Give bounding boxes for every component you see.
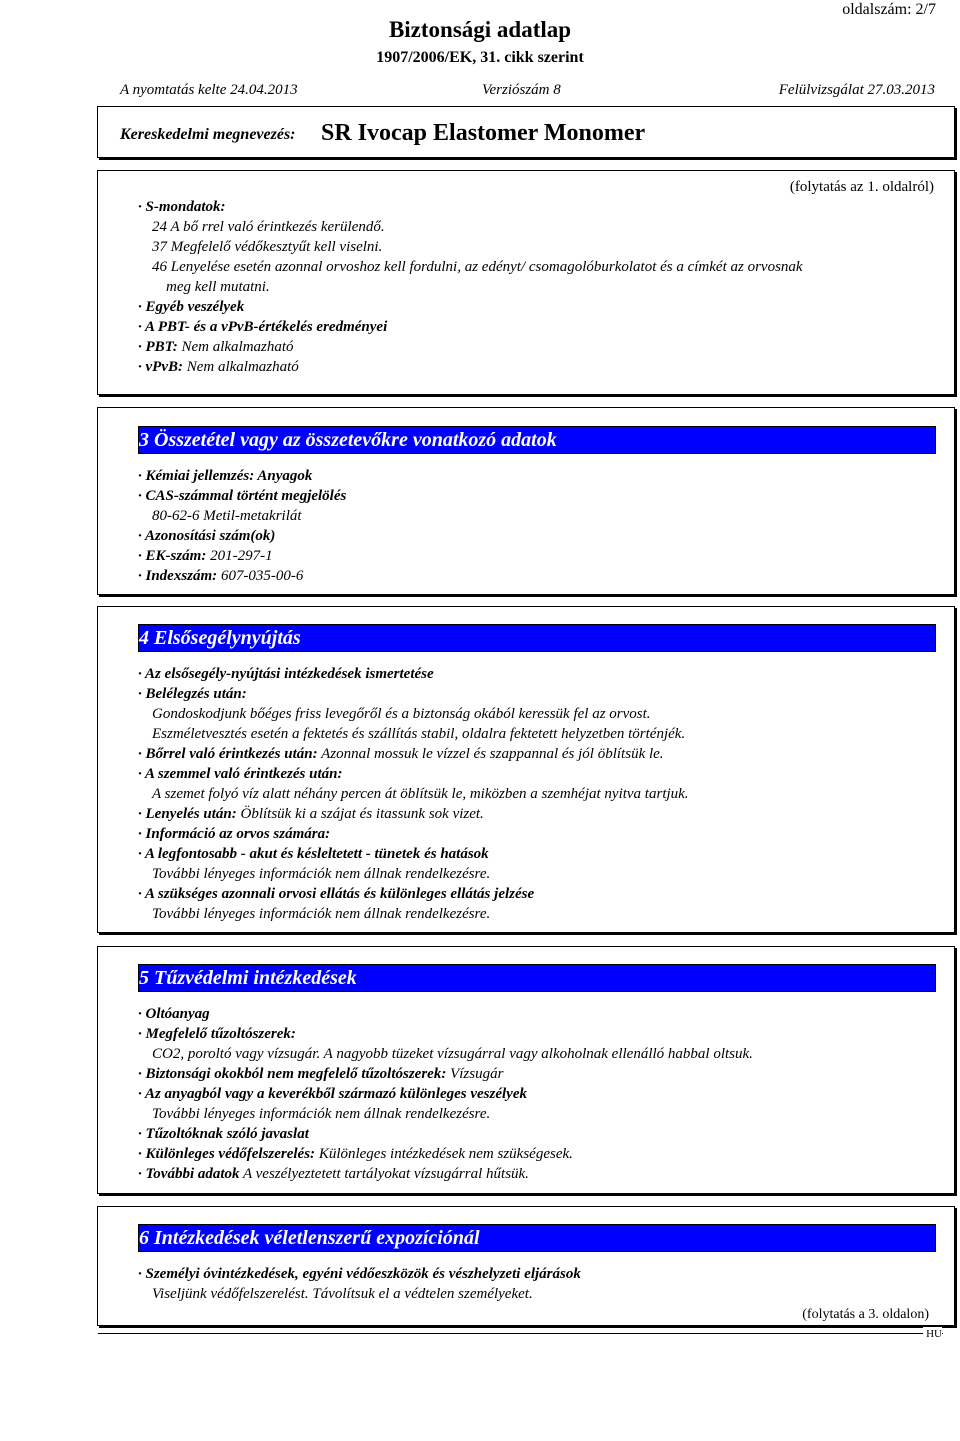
- pbt-row: [138, 337, 934, 357]
- trade-name-box: [97, 106, 955, 158]
- trade-name-label: Kereskedelmi megnevezés:: [120, 126, 296, 143]
- ingestion-label: · Lenyelés után:: [138, 806, 237, 822]
- section-5-title-text: 5 Tűzvédelmi intézkedések: [139, 967, 357, 989]
- pbt-value: Nem alkalmazható: [177, 339, 294, 355]
- section-3: [97, 407, 955, 595]
- treatment-label: · A szükséges azonnali orvosi ellátás és különleges ellátás jelzése: [138, 886, 535, 902]
- suitable-media-label: · Megfelelő tűzoltószerek:: [138, 1026, 296, 1042]
- further-info-value: A veszélyeztetett tartályokat vízsugárral hűtsük.: [239, 1166, 529, 1182]
- footer-divider: [98, 1333, 943, 1334]
- s-phrase-24: 24 A bő rrel való érintkezés kerülendő.: [152, 219, 385, 235]
- extinguishing-media-label: · Oltóanyag: [138, 1006, 210, 1022]
- section-6-title-text: 6 Intézkedések véletlenszerű expozíciónál: [139, 1227, 480, 1249]
- skin-contact-value: Azonnal mossuk le vízzel és szappannal és jól öblítsük le.: [317, 746, 664, 762]
- symptoms-label: · A legfontosabb - akut és késleltetett - tünetek és hatások: [138, 846, 489, 862]
- symptoms-value: További lényeges információk nem állnak rendelkezésre.: [152, 866, 491, 882]
- eye-contact-value: A szemet folyó víz alatt néhány percen át öblítsük le, miközben a szemhéjat nyitva tartjuk.: [152, 786, 689, 802]
- section-3-title-text: 3 Összetétel vagy az összetevőkre vonatkozó adatok: [139, 429, 557, 451]
- skin-contact-label: · Bőrrel való érintkezés után:: [138, 746, 318, 762]
- identification-numbers-label: · Azonosítási szám(ok): [138, 528, 276, 544]
- vpvb-row: [138, 357, 934, 377]
- section-2-continued: [97, 170, 955, 395]
- further-info-label: · További adatok: [138, 1166, 240, 1182]
- language-code: HU: [923, 1327, 942, 1341]
- section-6: [97, 1206, 955, 1326]
- ek-value: 201-297-1: [206, 548, 273, 564]
- unsuitable-media-value: Vízsugár: [446, 1066, 504, 1082]
- skin-contact-row: [138, 744, 934, 764]
- inhalation-text-1: Gondoskodjunk bőéges friss levegőről és a biztonság okából keressük fel az orvost.: [152, 706, 651, 722]
- s-phrase-46-cont: meg kell mutatni.: [166, 279, 270, 295]
- version-number: Verziószám 8: [482, 82, 561, 98]
- eye-contact-label: · A szemmel való érintkezés után:: [138, 766, 343, 782]
- unsuitable-media-label: · Biztonsági okokból nem megfelelő tűzoltószerek:: [138, 1066, 447, 1082]
- section-3-title: [138, 426, 936, 454]
- section-5-title: [138, 964, 936, 992]
- unsuitable-media-row: [138, 1064, 934, 1084]
- first-aid-description: · Az elsősegély-nyújtási intézkedések ismertetése: [138, 666, 434, 682]
- inhalation-label: · Belélegzés után:: [138, 686, 247, 702]
- cas-label: · CAS-számmal történt megjelölés: [138, 488, 347, 504]
- suitable-media-value: CO2, poroltó vagy vízsugár. A nagyobb tüzeket vízsugárral vagy alkoholnak ellenálló habbal oltsuk.: [152, 1046, 753, 1062]
- section-5: [97, 946, 955, 1194]
- protective-equipment-label: · Különleges védőfelszerelés:: [138, 1146, 316, 1162]
- index-label: · Indexszám:: [138, 568, 218, 584]
- ek-row: [138, 546, 934, 566]
- pbt-label: · PBT:: [138, 339, 178, 355]
- ek-label: · EK-szám:: [138, 548, 207, 564]
- section-4: [97, 606, 955, 933]
- vpvb-label: · vPvB:: [138, 359, 183, 375]
- firefighter-advice-label: · Tűzoltóknak szóló javaslat: [138, 1126, 309, 1142]
- section-4-title: [138, 624, 936, 652]
- regulation-reference: 1907/2006/EK, 31. cikk szerint: [376, 49, 584, 66]
- treatment-value: További lényeges információk nem állnak rendelkezésre.: [152, 906, 491, 922]
- chemical-characterization: · Kémiai jellemzés: Anyagok: [138, 468, 313, 484]
- document-title: Biztonsági adatlap: [388, 17, 572, 42]
- continued-from-note: (folytatás az 1. oldalról): [789, 179, 934, 195]
- s-phrase-37: 37 Megfelelő védőkesztyűt kell viselni.: [152, 239, 383, 255]
- further-info-row: [138, 1164, 934, 1184]
- special-hazards-value: További lényeges információk nem állnak rendelkezésre.: [152, 1106, 491, 1122]
- personal-precautions-value: Viseljünk védőfelszerelést. Távolítsuk el a védtelen személyeket.: [152, 1286, 533, 1302]
- section-4-title-text: 4 Elsősegélynyújtás: [139, 627, 301, 649]
- revision-date: Felülvizsgálat 27.03.2013: [778, 82, 935, 98]
- print-date: A nyomtatás kelte 24.04.2013: [120, 82, 298, 98]
- other-hazards-label: · Egyéb veszélyek: [138, 299, 245, 315]
- continued-to-note: (folytatás a 3. oldalon): [802, 1307, 929, 1322]
- index-row: [138, 566, 934, 586]
- ingestion-row: [138, 804, 934, 824]
- pbt-results-label: · A PBT- és a vPvB-értékelés eredményei: [138, 319, 388, 335]
- protective-equipment-value: Különleges intézkedések nem szükségesek.: [315, 1146, 573, 1162]
- s-phrases-label: · S-mondatok:: [138, 199, 226, 215]
- index-value: 607-035-00-6: [217, 568, 304, 584]
- doctor-info-label: · Információ az orvos számára:: [138, 826, 331, 842]
- personal-precautions-label: · Személyi óvintézkedések, egyéni védőeszközök és vészhelyzeti eljárások: [138, 1266, 581, 1282]
- ingestion-value: Öblítsük ki a szájat és itassunk sok vizet.: [236, 806, 484, 822]
- vpvb-value: Nem alkalmazható: [182, 359, 299, 375]
- protective-equipment-row: [138, 1144, 934, 1164]
- trade-name-value: SR Ivocap Elastomer Monomer: [321, 120, 646, 146]
- special-hazards-label: · Az anyagból vagy a keverékből származó különleges veszélyek: [138, 1086, 527, 1102]
- s-phrase-46: 46 Lenyelése esetén azonnal orvoshoz kell fordulni, az edényt/ csomagolóburkolatot és a címkét az orvosnak: [152, 259, 803, 275]
- page-number: oldalszám: 2/7: [842, 1, 936, 18]
- section-6-title: [138, 1224, 936, 1252]
- inhalation-text-2: Eszméletvesztés esetén a fektetés és szállítás stabil, oldalra fektetett helyzetben történjék.: [152, 726, 686, 742]
- cas-value: 80-62-6 Metil-metakrilát: [152, 508, 302, 524]
